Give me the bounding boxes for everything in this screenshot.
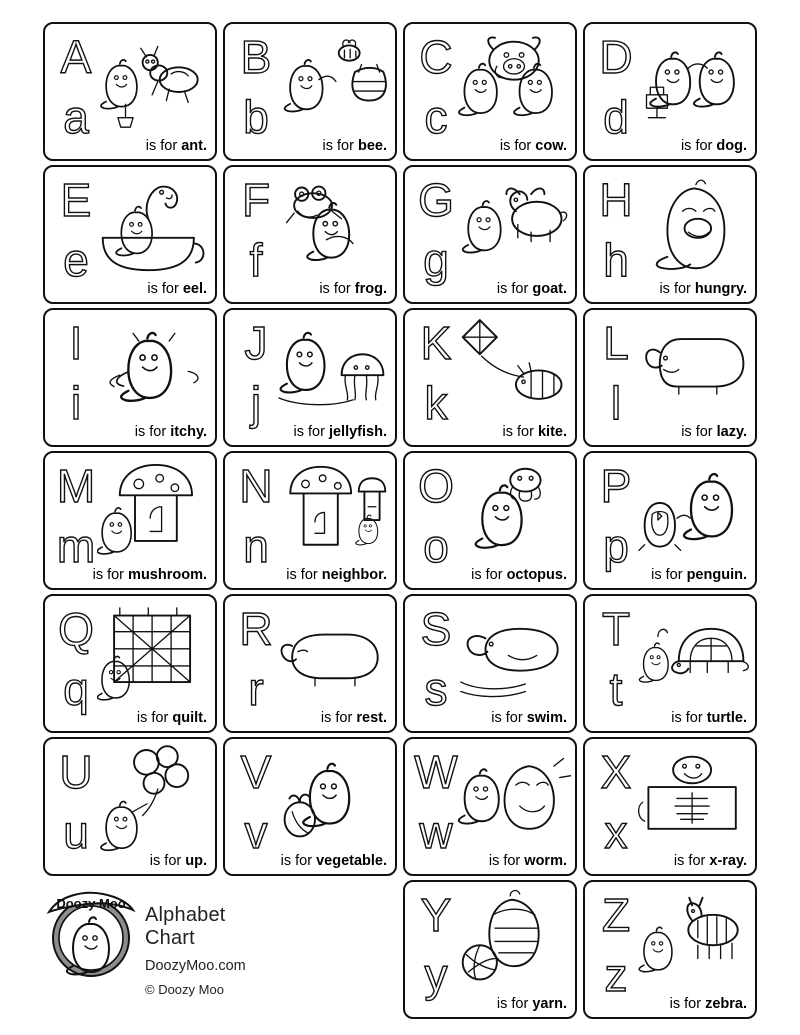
lowercase-letter: t bbox=[609, 663, 623, 715]
card-caption bbox=[405, 138, 575, 154]
card-frame bbox=[43, 594, 217, 733]
letter-card-a bbox=[43, 22, 217, 161]
site-url: DoozyMoo.com bbox=[145, 958, 246, 974]
card-frame bbox=[223, 594, 397, 733]
ant-illustration bbox=[97, 28, 211, 137]
letter-card-u bbox=[43, 737, 217, 876]
uppercase-letter: I bbox=[69, 317, 83, 369]
caption-prefix: is for bbox=[149, 853, 182, 869]
caption-prefix: is for bbox=[681, 424, 713, 440]
card-caption bbox=[405, 710, 575, 726]
empty-cell bbox=[223, 880, 397, 1019]
caption-word: turtle. bbox=[706, 710, 747, 726]
card-caption bbox=[45, 138, 215, 154]
card-caption bbox=[585, 424, 755, 440]
card-frame bbox=[583, 737, 757, 876]
uppercase-letter: K bbox=[420, 317, 452, 369]
caption-word: yarn. bbox=[532, 996, 567, 1012]
caption-word: quilt. bbox=[172, 710, 207, 726]
letter-pair bbox=[233, 743, 279, 861]
yarn-illustration bbox=[457, 886, 571, 995]
letter-card-t bbox=[583, 594, 757, 733]
goat-illustration bbox=[457, 171, 571, 280]
caption-prefix: is for bbox=[322, 138, 354, 154]
caption-prefix: is for bbox=[502, 424, 534, 440]
card-caption bbox=[585, 138, 755, 154]
card-caption bbox=[405, 424, 575, 440]
lowercase-letter: a bbox=[63, 91, 89, 143]
lowercase-letter: p bbox=[603, 520, 629, 572]
letter-pair bbox=[593, 314, 639, 432]
letter-pair bbox=[53, 28, 99, 146]
card-caption bbox=[225, 567, 395, 583]
caption-word: vegetable. bbox=[316, 853, 387, 869]
card-frame bbox=[43, 737, 217, 876]
copyright-notice: © Doozy Moo bbox=[145, 982, 224, 997]
card-caption bbox=[45, 281, 215, 297]
letter-card-i bbox=[43, 308, 217, 447]
card-caption bbox=[45, 710, 215, 726]
letter-pair bbox=[53, 314, 99, 432]
card-caption bbox=[585, 567, 755, 583]
doozy-moo-logo bbox=[43, 886, 139, 982]
caption-prefix: is for bbox=[320, 710, 353, 726]
card-frame bbox=[583, 880, 757, 1019]
lowercase-letter: w bbox=[419, 806, 453, 858]
uppercase-letter: R bbox=[239, 603, 273, 655]
lowercase-letter: v bbox=[244, 806, 268, 858]
caption-word: eel. bbox=[182, 281, 207, 297]
penguin-illustration bbox=[637, 457, 751, 566]
card-caption bbox=[225, 424, 395, 440]
caption-prefix: is for bbox=[293, 424, 325, 440]
letter-card-f bbox=[223, 165, 397, 304]
card-caption bbox=[405, 281, 575, 297]
turtle-illustration bbox=[637, 600, 751, 709]
letter-card-h bbox=[583, 165, 757, 304]
card-frame bbox=[403, 308, 577, 447]
card-frame bbox=[43, 308, 217, 447]
uppercase-letter: C bbox=[419, 31, 453, 83]
caption-word: jellyfish. bbox=[328, 424, 387, 440]
page-title: Alphabet Chart bbox=[145, 904, 226, 949]
letter-card-z bbox=[583, 880, 757, 1019]
uppercase-letter: L bbox=[603, 317, 629, 369]
letter-card-w bbox=[403, 737, 577, 876]
letter-card-o bbox=[403, 451, 577, 590]
uppercase-letter: B bbox=[240, 31, 272, 83]
letter-card-r bbox=[223, 594, 397, 733]
card-frame bbox=[583, 22, 757, 161]
card-frame bbox=[583, 165, 757, 304]
lowercase-letter: h bbox=[603, 234, 629, 286]
caption-word: x-ray. bbox=[709, 853, 747, 869]
letter-pair bbox=[413, 600, 459, 718]
caption-word: bee. bbox=[357, 138, 387, 154]
card-caption bbox=[585, 281, 755, 297]
uppercase-letter: X bbox=[600, 746, 632, 798]
jellyfish-illustration bbox=[277, 314, 391, 423]
letter-pair bbox=[593, 886, 639, 1004]
letter-card-d bbox=[583, 22, 757, 161]
letter-pair bbox=[233, 171, 279, 289]
card-frame bbox=[403, 880, 577, 1019]
card-frame bbox=[403, 22, 577, 161]
card-caption bbox=[585, 853, 755, 869]
caption-word: cow. bbox=[535, 138, 567, 154]
frog-illustration bbox=[277, 171, 391, 280]
rest-illustration bbox=[277, 600, 391, 709]
caption-word: neighbor. bbox=[321, 567, 387, 583]
uppercase-letter: N bbox=[239, 460, 273, 512]
svg-text:Doozy Moo: Doozy Moo bbox=[56, 896, 126, 911]
letter-pair bbox=[593, 457, 639, 575]
caption-word: up. bbox=[185, 853, 207, 869]
swim-illustration bbox=[457, 600, 571, 709]
caption-prefix: is for bbox=[145, 138, 178, 154]
caption-prefix: is for bbox=[673, 853, 706, 869]
letter-card-g bbox=[403, 165, 577, 304]
card-caption bbox=[225, 281, 395, 297]
letter-card-k bbox=[403, 308, 577, 447]
uppercase-letter: H bbox=[599, 174, 633, 226]
card-caption bbox=[45, 424, 215, 440]
quilt-illustration bbox=[97, 600, 211, 709]
alphabet-card-grid bbox=[26, 22, 774, 1019]
caption-prefix: is for bbox=[471, 567, 503, 583]
letter-pair bbox=[593, 171, 639, 289]
caption-prefix: is for bbox=[280, 853, 313, 869]
uppercase-letter: A bbox=[60, 31, 92, 83]
letter-pair bbox=[413, 743, 459, 861]
lowercase-letter: y bbox=[424, 949, 448, 1001]
letter-pair bbox=[413, 886, 459, 1004]
letter-pair bbox=[413, 457, 459, 575]
lowercase-letter: x bbox=[604, 806, 628, 858]
card-frame bbox=[223, 308, 397, 447]
card-caption bbox=[405, 567, 575, 583]
card-caption bbox=[45, 853, 215, 869]
caption-word: rest. bbox=[356, 710, 387, 726]
caption-prefix: is for bbox=[680, 138, 713, 154]
letter-pair bbox=[413, 28, 459, 146]
caption-word: swim. bbox=[526, 710, 567, 726]
uppercase-letter: F bbox=[241, 174, 271, 226]
card-frame bbox=[223, 451, 397, 590]
letter-card-m bbox=[43, 451, 217, 590]
caption-word: lazy. bbox=[716, 424, 747, 440]
vegetable-illustration bbox=[277, 743, 391, 852]
uppercase-letter: Y bbox=[420, 889, 452, 941]
lowercase-letter: k bbox=[424, 377, 448, 429]
eel-illustration bbox=[97, 171, 211, 280]
letter-card-y bbox=[403, 880, 577, 1019]
letter-pair bbox=[233, 600, 279, 718]
uppercase-letter: D bbox=[599, 31, 633, 83]
card-caption bbox=[225, 853, 395, 869]
caption-word: itchy. bbox=[170, 424, 207, 440]
uppercase-letter: E bbox=[60, 174, 92, 226]
caption-word: kite. bbox=[537, 424, 567, 440]
lowercase-letter: d bbox=[603, 91, 629, 143]
letter-pair bbox=[593, 600, 639, 718]
lowercase-letter: g bbox=[423, 234, 449, 286]
letter-card-x bbox=[583, 737, 757, 876]
lowercase-letter: c bbox=[424, 91, 448, 143]
uppercase-letter: V bbox=[240, 746, 272, 798]
uppercase-letter: T bbox=[601, 603, 631, 655]
card-frame bbox=[223, 165, 397, 304]
card-frame bbox=[223, 22, 397, 161]
mushroom-illustration bbox=[97, 457, 211, 566]
card-frame bbox=[43, 22, 217, 161]
caption-prefix: is for bbox=[659, 281, 691, 297]
card-frame bbox=[583, 594, 757, 733]
neighbor-illustration bbox=[277, 457, 391, 566]
letter-pair bbox=[593, 28, 639, 146]
caption-word: octopus. bbox=[506, 567, 567, 583]
uppercase-letter: Q bbox=[58, 603, 94, 655]
card-frame bbox=[403, 737, 577, 876]
lowercase-letter: j bbox=[250, 377, 262, 429]
hungry-illustration bbox=[637, 171, 751, 280]
card-frame bbox=[583, 308, 757, 447]
letter-pair bbox=[53, 171, 99, 289]
caption-word: penguin. bbox=[686, 567, 747, 583]
letter-pair bbox=[413, 171, 459, 289]
letter-pair bbox=[53, 743, 99, 861]
lowercase-letter: i bbox=[70, 377, 82, 429]
caption-word: frog. bbox=[354, 281, 387, 297]
card-frame bbox=[403, 594, 577, 733]
lowercase-letter: b bbox=[243, 91, 269, 143]
caption-prefix: is for bbox=[134, 424, 167, 440]
caption-word: worm. bbox=[524, 853, 567, 869]
card-caption bbox=[585, 710, 755, 726]
card-caption bbox=[225, 138, 395, 154]
letter-card-b bbox=[223, 22, 397, 161]
caption-prefix: is for bbox=[92, 567, 125, 583]
caption-prefix: is for bbox=[319, 281, 351, 297]
caption-prefix: is for bbox=[496, 996, 529, 1012]
lowercase-letter: e bbox=[63, 234, 89, 286]
uppercase-letter: G bbox=[418, 174, 454, 226]
card-caption bbox=[225, 710, 395, 726]
card-caption bbox=[405, 853, 575, 869]
caption-prefix: is for bbox=[147, 281, 179, 297]
caption-prefix: is for bbox=[136, 710, 169, 726]
caption-prefix: is for bbox=[286, 567, 318, 583]
letter-card-q bbox=[43, 594, 217, 733]
lowercase-letter: o bbox=[423, 520, 449, 572]
letter-card-n bbox=[223, 451, 397, 590]
caption-word: hungry. bbox=[694, 281, 747, 297]
lowercase-letter: f bbox=[249, 234, 263, 286]
letter-pair bbox=[233, 457, 279, 575]
lowercase-letter: m bbox=[56, 520, 96, 572]
card-frame bbox=[403, 165, 577, 304]
caption-word: ant. bbox=[181, 138, 207, 154]
uppercase-letter: W bbox=[414, 746, 458, 798]
caption-word: zebra. bbox=[705, 996, 747, 1012]
cow-illustration bbox=[457, 28, 571, 137]
lowercase-letter: z bbox=[604, 949, 628, 1001]
caption-word: mushroom. bbox=[128, 567, 207, 583]
uppercase-letter: P bbox=[600, 460, 632, 512]
letter-pair bbox=[233, 314, 279, 432]
card-frame bbox=[223, 737, 397, 876]
letter-card-p bbox=[583, 451, 757, 590]
bee-illustration bbox=[277, 28, 391, 137]
card-caption bbox=[405, 996, 575, 1012]
branding-block bbox=[43, 880, 246, 1019]
card-caption bbox=[45, 567, 215, 583]
letter-card-c bbox=[403, 22, 577, 161]
lowercase-letter: l bbox=[610, 377, 622, 429]
uppercase-letter: S bbox=[420, 603, 452, 655]
card-frame bbox=[43, 165, 217, 304]
uppercase-letter: O bbox=[418, 460, 454, 512]
letter-pair bbox=[53, 457, 99, 575]
uppercase-letter: U bbox=[59, 746, 93, 798]
letter-card-j bbox=[223, 308, 397, 447]
card-frame bbox=[403, 451, 577, 590]
lowercase-letter: q bbox=[63, 663, 89, 715]
caption-prefix: is for bbox=[496, 281, 529, 297]
lowercase-letter: u bbox=[63, 806, 89, 858]
kite-illustration bbox=[457, 314, 571, 423]
dog-illustration bbox=[637, 28, 751, 137]
uppercase-letter: Z bbox=[601, 889, 631, 941]
octopus-illustration bbox=[457, 457, 571, 566]
card-frame bbox=[43, 451, 217, 590]
lazy-illustration bbox=[637, 314, 751, 423]
xray-illustration bbox=[637, 743, 751, 852]
caption-prefix: is for bbox=[651, 567, 683, 583]
zebra-illustration bbox=[637, 886, 751, 995]
letter-card-e bbox=[43, 165, 217, 304]
caption-prefix: is for bbox=[669, 996, 702, 1012]
lowercase-letter: r bbox=[248, 663, 264, 715]
caption-prefix: is for bbox=[671, 710, 703, 726]
card-caption bbox=[585, 996, 755, 1012]
letter-card-v bbox=[223, 737, 397, 876]
caption-prefix: is for bbox=[491, 710, 523, 726]
worm-illustration bbox=[457, 743, 571, 852]
caption-prefix: is for bbox=[499, 138, 532, 154]
lowercase-letter: n bbox=[243, 520, 269, 572]
letter-pair bbox=[233, 28, 279, 146]
caption-prefix: is for bbox=[488, 853, 521, 869]
uppercase-letter: J bbox=[244, 317, 268, 369]
letter-card-l bbox=[583, 308, 757, 447]
letter-pair bbox=[413, 314, 459, 432]
card-frame bbox=[583, 451, 757, 590]
letter-card-s bbox=[403, 594, 577, 733]
up-illustration bbox=[97, 743, 211, 852]
caption-word: dog. bbox=[716, 138, 747, 154]
letter-pair bbox=[593, 743, 639, 861]
itchy-illustration bbox=[97, 314, 211, 423]
letter-pair bbox=[53, 600, 99, 718]
lowercase-letter: s bbox=[424, 663, 448, 715]
caption-word: goat. bbox=[532, 281, 567, 297]
uppercase-letter: M bbox=[56, 460, 96, 512]
